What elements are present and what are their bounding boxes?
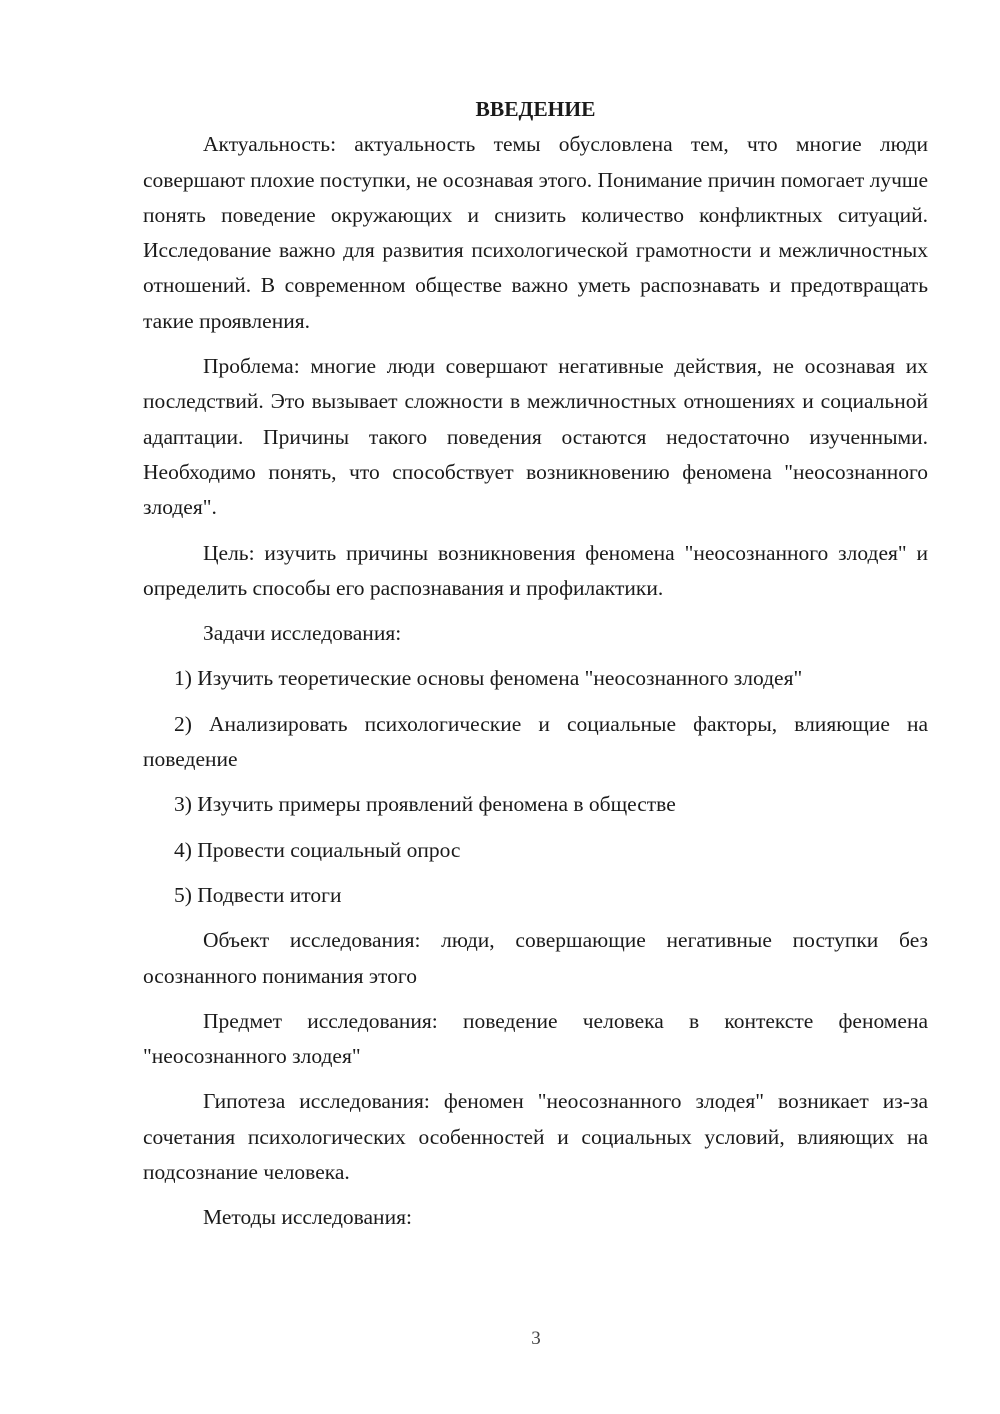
paragraph-goal: Цель: изучить причины возникновения феномена "неосознанного злодея" и определить способы его распознавания и профилактики. [143,540,928,600]
paragraph-hypothesis: Гипотеза исследования: феномен "неосознанного злодея" возникает из-за сочетания психологических особенностей и социальных условий, влияющих на подсознание человека. [143,1089,928,1185]
paragraph-object: Объект исследования: люди, совершающие негативные поступки без осознанного понимания этого [143,928,928,988]
list-item: 1) Изучить теоретические основы феномена "неосознанного злодея" [174,666,803,691]
list-item: 5) Подвести итоги [174,882,342,907]
paragraph-methods-heading: Методы исследования: [203,1205,412,1230]
list-item: 3) Изучить примеры проявлений феномена в обществе [174,792,676,817]
paragraph-relevance: Актуальность: актуальность темы обусловлена тем, что многие люди совершают плохие поступки, не осознавая этого. Понимание причин помогает лучше понять поведение окружающих и снизить количество конфликтных ситуаций. Исследование важно для развития психологической грамотности и межличностных отношений. В современном обществе важно уметь распознавать и предотвращать такие проявления. [143,132,928,333]
title-container [143,92,928,127]
paragraph-tasks-heading: Задачи исследования: [203,621,402,646]
list-item: 4) Провести социальный опрос [174,837,461,862]
list-item: 2) Анализировать психологические и социальные факторы, влияющие на поведение [143,711,928,772]
tasks-list [143,661,928,913]
document-page [143,92,928,1246]
page-title: ВВЕДЕНИЕ [475,97,596,121]
paragraph-problem: Проблема: многие люди совершают негативные действия, не осознавая их последствий. Это вызывает сложности в межличностных отношениях и социальной адаптации. Причины такого поведения остаются недостаточно изученными. Необходимо понять, что способствует возникновению феномена "неосознанного злодея". [143,354,928,520]
paragraph-subject: Предмет исследования: поведение человека в контексте феномена "неосознанного злодея" [143,1008,928,1069]
page-number: 3 [531,1328,541,1349]
